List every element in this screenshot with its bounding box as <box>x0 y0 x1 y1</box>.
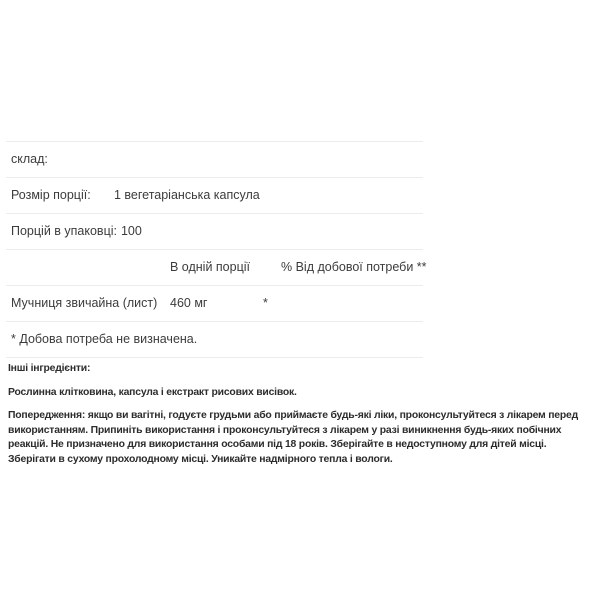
servings-per-container-row <box>6 214 423 250</box>
daily-value-footnote: * Добова потреба не визначена. <box>11 332 198 346</box>
serving-size-row <box>6 178 423 214</box>
serving-size-label: Розмір порції: <box>11 188 91 202</box>
ingredient-name: Мучниця звичайна (лист) <box>11 296 158 310</box>
ingredients-and-warnings-section <box>8 362 596 468</box>
composition-label: склад: <box>11 152 48 166</box>
column-header-daily-value: % Від добової потреби ** <box>281 260 427 274</box>
ingredient-row <box>6 286 423 322</box>
column-header-amount-per-serving: В одній порції <box>170 260 250 274</box>
other-ingredients-label: Інші інгредієнти: <box>8 363 91 374</box>
warning-text: Попередження: якщо ви вагітні, годуєте грудьми або приймаєте будь-які ліки, проконсультуйтеся з лікарем перед використанням. Припиніть використання і проконсультуйтеся з лікарем у разі виникнення будь-яких побічних реакцій. Не призначено для використання особами під 18 років. Зберігайте в недоступному для дітей місці. Зберігати в сухому прохолодному місці. Уникайте надмірного тепла і вологи. <box>8 410 578 465</box>
other-ingredients-text: Рослинна клітковина, капсула і екстракт рисових висівок. <box>8 386 297 398</box>
footnote-row <box>6 322 423 358</box>
table-header-row <box>6 250 427 286</box>
servings-per-container-value: 100 <box>120 224 142 238</box>
ingredient-daily-value: * <box>263 296 268 310</box>
composition-row <box>6 142 423 178</box>
ingredient-amount: 460 мг <box>170 296 208 310</box>
serving-size-value: 1 вегетаріанська капсула <box>114 188 260 202</box>
supplement-facts-table <box>6 141 427 358</box>
servings-per-container-label: Порцій в упаковці: <box>11 224 117 238</box>
